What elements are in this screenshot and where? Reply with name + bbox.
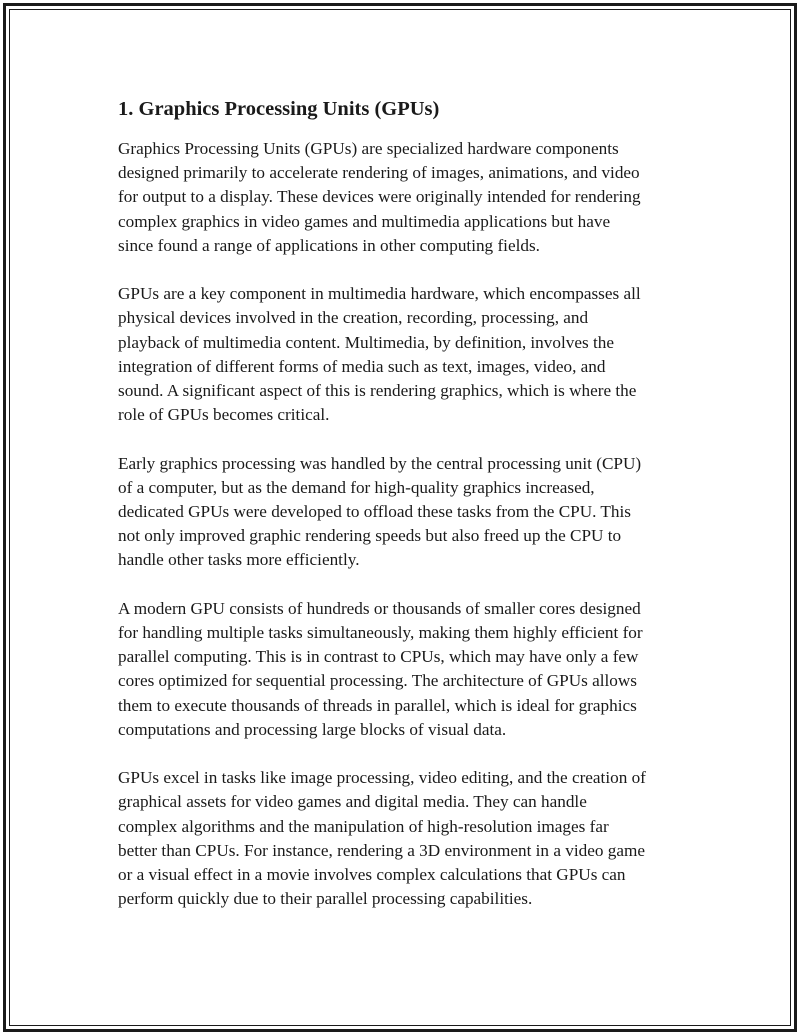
paragraph-line: role of GPUs becomes critical. xyxy=(118,405,330,425)
paragraph-line: complex graphics in video games and multimedia applications but have xyxy=(118,211,611,231)
paragraph xyxy=(118,597,698,742)
paragraph-line: for output to a display. These devices were originally intended for rendering xyxy=(118,187,641,207)
paragraph xyxy=(118,766,698,911)
paragraph-line: sound. A significant aspect of this is rendering graphics, which is where the xyxy=(118,381,637,401)
paragraph-line: physical devices involved in the creation, recording, processing, and xyxy=(118,308,589,328)
paragraph-line: parallel computing. This is in contrast to CPUs, which may have only a few xyxy=(118,647,639,667)
paragraphs xyxy=(118,137,698,911)
paragraph-line: not only improved graphic rendering speeds but also freed up the CPU to xyxy=(118,526,622,546)
paragraph-line: better than CPUs. For instance, rendering a 3D environment in a video game xyxy=(118,840,645,860)
paragraph-line: since found a range of applications in other computing fields. xyxy=(118,235,540,255)
paragraph-line: for handling multiple tasks simultaneously, making them highly efficient for xyxy=(118,623,643,643)
paragraph-line: complex algorithms and the manipulation of high-resolution images far xyxy=(118,816,609,836)
paragraph-line: GPUs are a key component in multimedia hardware, which encompasses all xyxy=(118,284,641,304)
paragraph xyxy=(118,452,698,573)
paragraph-line: handle other tasks more efficiently. xyxy=(118,550,360,570)
document-body xyxy=(118,96,698,936)
paragraph-line: or a visual effect in a movie involves complex calculations that GPUs can xyxy=(118,865,626,885)
paragraph-line: of a computer, but as the demand for high-quality graphics increased, xyxy=(118,477,595,497)
paragraph-line: GPUs excel in tasks like image processing, video editing, and the creation of xyxy=(118,768,646,788)
paragraph xyxy=(118,137,698,258)
paragraph-line: cores optimized for sequential processing. The architecture of GPUs allows xyxy=(118,671,637,691)
section-title: 1. Graphics Processing Units (GPUs) xyxy=(118,98,440,120)
paragraph-line: dedicated GPUs were developed to offload these tasks from the CPU. This xyxy=(118,502,631,522)
paragraph-line: perform quickly due to their parallel processing capabilities. xyxy=(118,889,533,909)
paragraph-line: Graphics Processing Units (GPUs) are specialized hardware components xyxy=(118,139,619,158)
paragraph-line: designed primarily to accelerate rendering of images, animations, and video xyxy=(118,163,640,183)
paragraph-line: computations and processing large blocks of visual data. xyxy=(118,719,507,739)
paragraph-line: graphical assets for video games and digital media. They can handle xyxy=(118,792,587,812)
paragraph-line: Early graphics processing was handled by the central processing unit (CPU) xyxy=(118,453,642,473)
paragraph-line: playback of multimedia content. Multimedia, by definition, involves the xyxy=(118,332,614,352)
page-border xyxy=(3,3,797,1032)
paragraph-line: A modern GPU consists of hundreds or thousands of smaller cores designed xyxy=(118,598,641,618)
paragraph-line: them to execute thousands of threads in parallel, which is ideal for graphics xyxy=(118,695,637,715)
paragraph-line: integration of different forms of media such as text, images, video, and xyxy=(118,356,606,376)
paragraph xyxy=(118,282,698,427)
